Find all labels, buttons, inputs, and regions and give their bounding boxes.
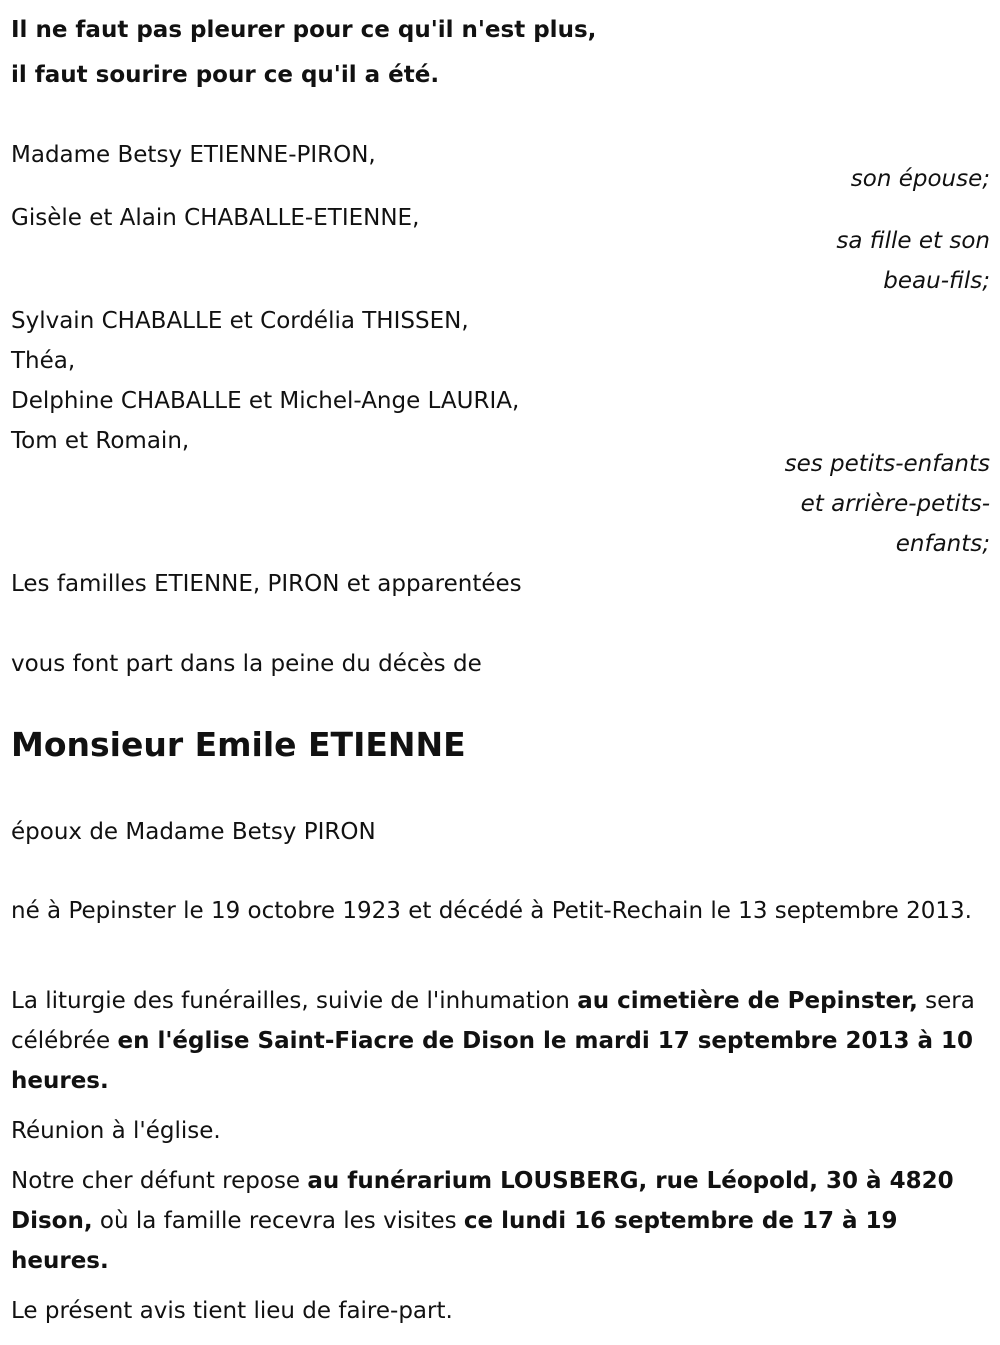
visits-location: au funérarium LOUSBERG, rue Léopold, 30 à 4820 Dison,	[11, 1168, 954, 1234]
spouse-line: époux de Madame Betsy PIRON	[11, 819, 376, 845]
relation-line: ses petits-enfants	[784, 451, 990, 477]
birth-death: né à Pepinster le 19 octobre 1923 et décédé à Petit-Rechain le 13 septembre 2013.	[11, 898, 972, 924]
relation-grandchildren	[785, 444, 990, 564]
relation-spouse	[851, 159, 990, 199]
relation-line: beau-fils;	[883, 268, 990, 294]
relation-daughter	[836, 221, 990, 301]
liturgy-paragraph	[11, 981, 986, 1101]
family-name: Sylvain CHABALLE et Cordélia THISSEN,	[11, 308, 469, 334]
liturgy-text: sera célébrée	[11, 988, 975, 1054]
liturgy-cemetery: au cimetière de Pepinster,	[577, 988, 918, 1014]
liturgy-church-date: en l'église Saint-Fiacre de Dison le mardi 17 septembre 2013 à 10 heures.	[11, 1028, 974, 1094]
relation-line: sa fille et son	[836, 228, 990, 254]
epigraph-line: Il ne faut pas pleurer pour ce qu'il n'est plus,	[11, 17, 597, 43]
closing-line: Le présent avis tient lieu de faire-part.	[11, 1298, 453, 1324]
reunion-line: Réunion à l'église.	[11, 1118, 221, 1144]
families-line: Les familles ETIENNE, PIRON et apparentées	[11, 571, 522, 597]
deceased-name: Monsieur Emile ETIENNE	[11, 725, 466, 764]
family-name: Théa,	[11, 348, 76, 374]
relation-line: son épouse;	[850, 166, 990, 192]
family-name: Tom et Romain,	[11, 428, 190, 454]
relation-line: et arrière-petits-	[800, 491, 990, 517]
visits-text: Notre cher défunt repose	[11, 1168, 308, 1194]
visits-paragraph	[11, 1161, 986, 1281]
epigraph	[11, 8, 596, 98]
family-names-spouse	[11, 135, 376, 175]
family-name: Delphine CHABALLE et Michel-Ange LAURIA,	[11, 388, 520, 414]
epigraph-line: il faut sourire pour ce qu'il a été.	[11, 62, 440, 88]
family-names-grandchildren	[11, 301, 519, 461]
visits-text: où la famille recevra les visites	[92, 1208, 464, 1234]
family-names-daughter	[11, 198, 419, 238]
relation-line: enfants;	[895, 531, 990, 557]
liturgy-text: La liturgie des funérailles, suivie de l'inhumation	[11, 988, 578, 1014]
family-name: Madame Betsy ETIENNE-PIRON,	[11, 142, 376, 168]
visits-time: ce lundi 16 septembre de 17 à 19 heures.	[11, 1208, 898, 1274]
family-name: Gisèle et Alain CHABALLE-ETIENNE,	[11, 205, 420, 231]
announcement: vous font part dans la peine du décès de	[11, 651, 482, 677]
